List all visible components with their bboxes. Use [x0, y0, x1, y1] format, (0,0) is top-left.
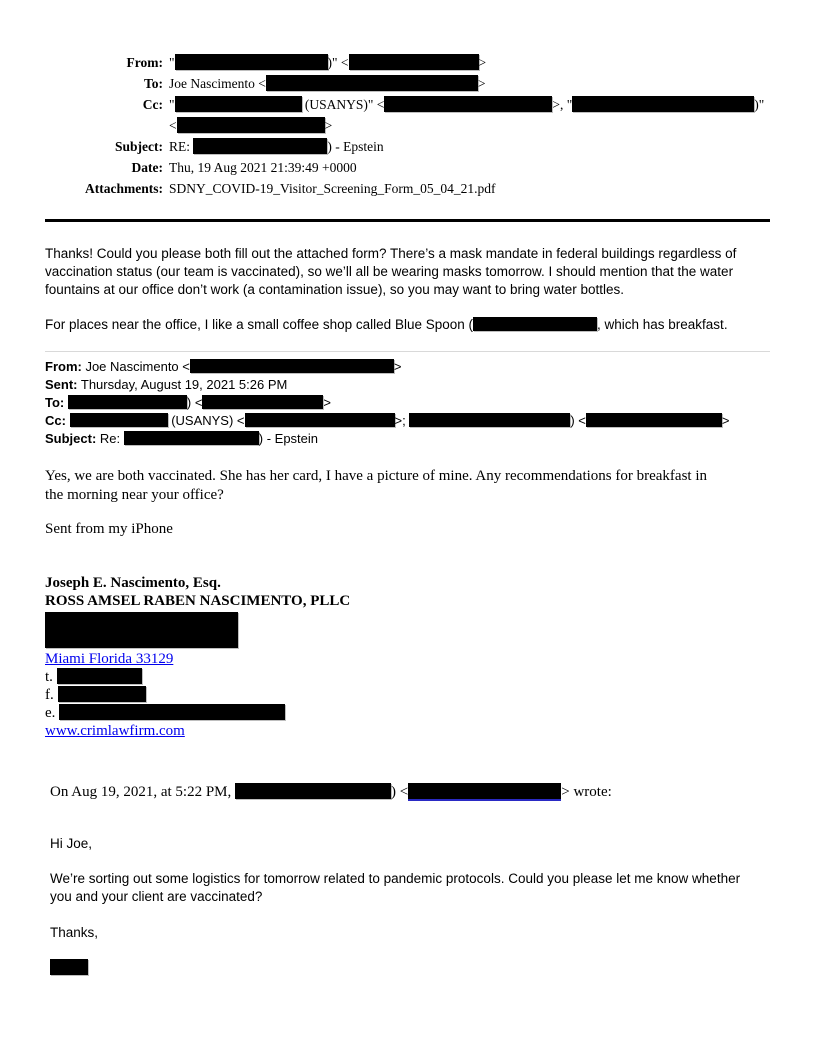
date-value	[169, 157, 770, 178]
redaction-block	[175, 96, 302, 112]
quoted-subject-value	[96, 431, 318, 446]
header-line	[169, 157, 770, 178]
text-run: SDNY_COVID-19_Visitor_Screening_Form_05_04_21.pdf	[169, 181, 496, 196]
website-link[interactable]: www.crimlawfirm.com	[45, 723, 185, 739]
text-run: (USANYS)" <	[301, 97, 385, 112]
redaction-block	[57, 668, 142, 684]
redaction-block	[266, 75, 478, 91]
text-run: On Aug 19, 2021, at 5:22 PM,	[50, 784, 236, 800]
text-run: f.	[45, 687, 58, 703]
redaction-block	[409, 413, 570, 427]
redaction-block	[384, 96, 552, 112]
text-run: Joe Nascimento <	[81, 359, 190, 374]
text-line: the morning near your office?	[45, 487, 224, 503]
text-run: ) <	[391, 784, 409, 800]
redaction-block	[175, 54, 328, 70]
from-label: From:	[126, 55, 163, 70]
text-run: Re:	[96, 431, 124, 446]
header-line	[169, 115, 770, 136]
redaction-block	[193, 138, 327, 154]
redaction-block	[177, 117, 325, 133]
header-line	[169, 178, 770, 199]
signature-email	[45, 704, 770, 722]
text-run: ) <	[186, 395, 203, 410]
attachments-label: Attachments:	[85, 181, 163, 196]
text-run: ) <	[570, 413, 586, 428]
signature-phone	[45, 668, 770, 686]
text-run: For places near the office, I like a small coffee shop called Blue Spoon (	[45, 317, 473, 332]
subject-label: Subject:	[115, 139, 163, 154]
quoted-row-subject	[45, 430, 770, 448]
quoted-message-divider	[45, 351, 770, 352]
text-line: Thanks! Could you please both fill out the attached form? There’s a mask mandate in federal buildings regardless of	[45, 246, 737, 261]
text-run: >	[324, 118, 333, 133]
redaction-block	[245, 413, 395, 427]
quoted-cc-value	[66, 413, 730, 428]
quoted-reply-paragraph	[45, 467, 770, 505]
signature-block	[45, 574, 770, 740]
quoted-reply-body	[45, 467, 770, 539]
cc-label: Cc:	[142, 97, 163, 112]
text-run: (USANYS) <	[167, 413, 245, 428]
header-line	[169, 94, 770, 115]
quoted-row-cc	[45, 412, 770, 430]
text-run: ) - Epstein	[327, 139, 384, 154]
redaction-block	[572, 96, 754, 112]
redaction-block	[70, 413, 168, 427]
redaction-block	[58, 686, 146, 702]
redaction-block	[586, 413, 722, 427]
text-run: "	[169, 55, 175, 70]
text-line: fountains at our office don’t work (a contamination issue), so you may want to bring water bottles.	[45, 282, 625, 297]
quoted-email-header	[45, 358, 770, 448]
header-line	[169, 136, 770, 157]
quoted-to-label: To:	[45, 395, 65, 410]
header-row-attachments	[45, 178, 770, 199]
header-line	[169, 73, 770, 94]
quoted-from-value	[82, 359, 402, 374]
text-run: >	[477, 76, 486, 91]
quoted-subject-label: Subject:	[45, 431, 97, 446]
header-row-to	[45, 73, 770, 94]
text-run: >	[478, 55, 487, 70]
header-row-cc	[45, 94, 770, 136]
quoted-from-label: From:	[45, 359, 82, 374]
to-value	[169, 73, 770, 94]
redaction-block	[349, 54, 479, 70]
text-run: >	[323, 395, 332, 410]
address-link[interactable]: Miami Florida 33129	[45, 651, 174, 667]
header-line	[169, 52, 770, 73]
header-divider-rule	[45, 219, 770, 222]
text-run: ) - Epstein	[258, 431, 319, 446]
text-line: vaccination status (our team is vaccinated), so we’ll all be wearing masks tomorrow. I should mention that the water	[45, 264, 734, 279]
text-run: >;	[394, 413, 410, 428]
original-message-attribution	[45, 783, 770, 802]
email-header	[45, 52, 770, 199]
header-row-date	[45, 157, 770, 178]
text-run: >, "	[552, 97, 573, 112]
text-run: Thu, 19 Aug 2021 21:39:49 +0000	[169, 160, 357, 175]
text-run: Joe Nascimento <	[169, 76, 266, 91]
quoted-row-to	[45, 394, 770, 412]
text-line: We’re sorting out some logistics for tomorrow related to pandemic protocols. Could you please let me know whether	[50, 871, 741, 886]
redaction-block	[59, 704, 285, 720]
text-run: "	[169, 97, 175, 112]
header-row-from	[45, 52, 770, 73]
header-row-subject	[45, 136, 770, 157]
redaction-block	[124, 431, 259, 445]
text-run: e.	[45, 705, 60, 721]
redaction-block-address	[45, 612, 238, 648]
subject-value	[169, 136, 770, 157]
redaction-block	[202, 395, 323, 409]
text-run: > wrote:	[561, 784, 612, 800]
from-value	[169, 52, 770, 73]
signature-name: Joseph E. Nascimento, Esq.	[45, 575, 221, 591]
original-message-body	[45, 835, 770, 975]
redaction-block	[190, 359, 394, 373]
reply-paragraph-2	[45, 316, 770, 334]
text-run: <	[169, 118, 177, 133]
date-label: Date:	[131, 160, 163, 175]
text-line: you and your client are vaccinated?	[50, 889, 263, 904]
quoted-row-from	[45, 358, 770, 376]
text-run: )" <	[327, 55, 349, 70]
text-run: >	[721, 413, 730, 428]
greeting: Hi Joe,	[50, 836, 93, 851]
text-run: , which has breakfast.	[597, 317, 728, 332]
reply-body	[45, 245, 770, 334]
redaction-block	[68, 395, 187, 409]
signature-fax	[45, 686, 770, 704]
text-run: RE:	[169, 139, 194, 154]
redaction-block-sender-name	[50, 959, 88, 975]
text-run: )"	[754, 97, 765, 112]
quoted-row-sent	[45, 376, 770, 394]
redaction-block	[408, 783, 561, 799]
text-line: Yes, we are both vaccinated. She has her card, I have a picture of mine. Any recommendations for breakfast in	[45, 468, 707, 484]
text-run: Thursday, August 19, 2021 5:26 PM	[77, 377, 288, 392]
original-paragraph	[50, 870, 770, 906]
quoted-sent-label: Sent:	[45, 377, 78, 392]
text-run: >	[393, 359, 402, 374]
to-label: To:	[143, 76, 163, 91]
reply-paragraph-1	[45, 245, 770, 299]
redaction-block	[473, 317, 597, 331]
attachment-filename	[169, 178, 770, 199]
thanks-line: Thanks,	[50, 925, 99, 940]
sent-from-iphone: Sent from my iPhone	[45, 521, 173, 537]
signature-firm: ROSS AMSEL RABEN NASCIMENTO, PLLC	[45, 593, 351, 609]
cc-value	[169, 94, 770, 136]
quoted-cc-label: Cc:	[45, 413, 66, 428]
quoted-to-value	[64, 395, 331, 410]
quoted-sent-value	[78, 377, 288, 392]
text-run: t.	[45, 669, 57, 685]
redaction-block	[235, 783, 391, 799]
